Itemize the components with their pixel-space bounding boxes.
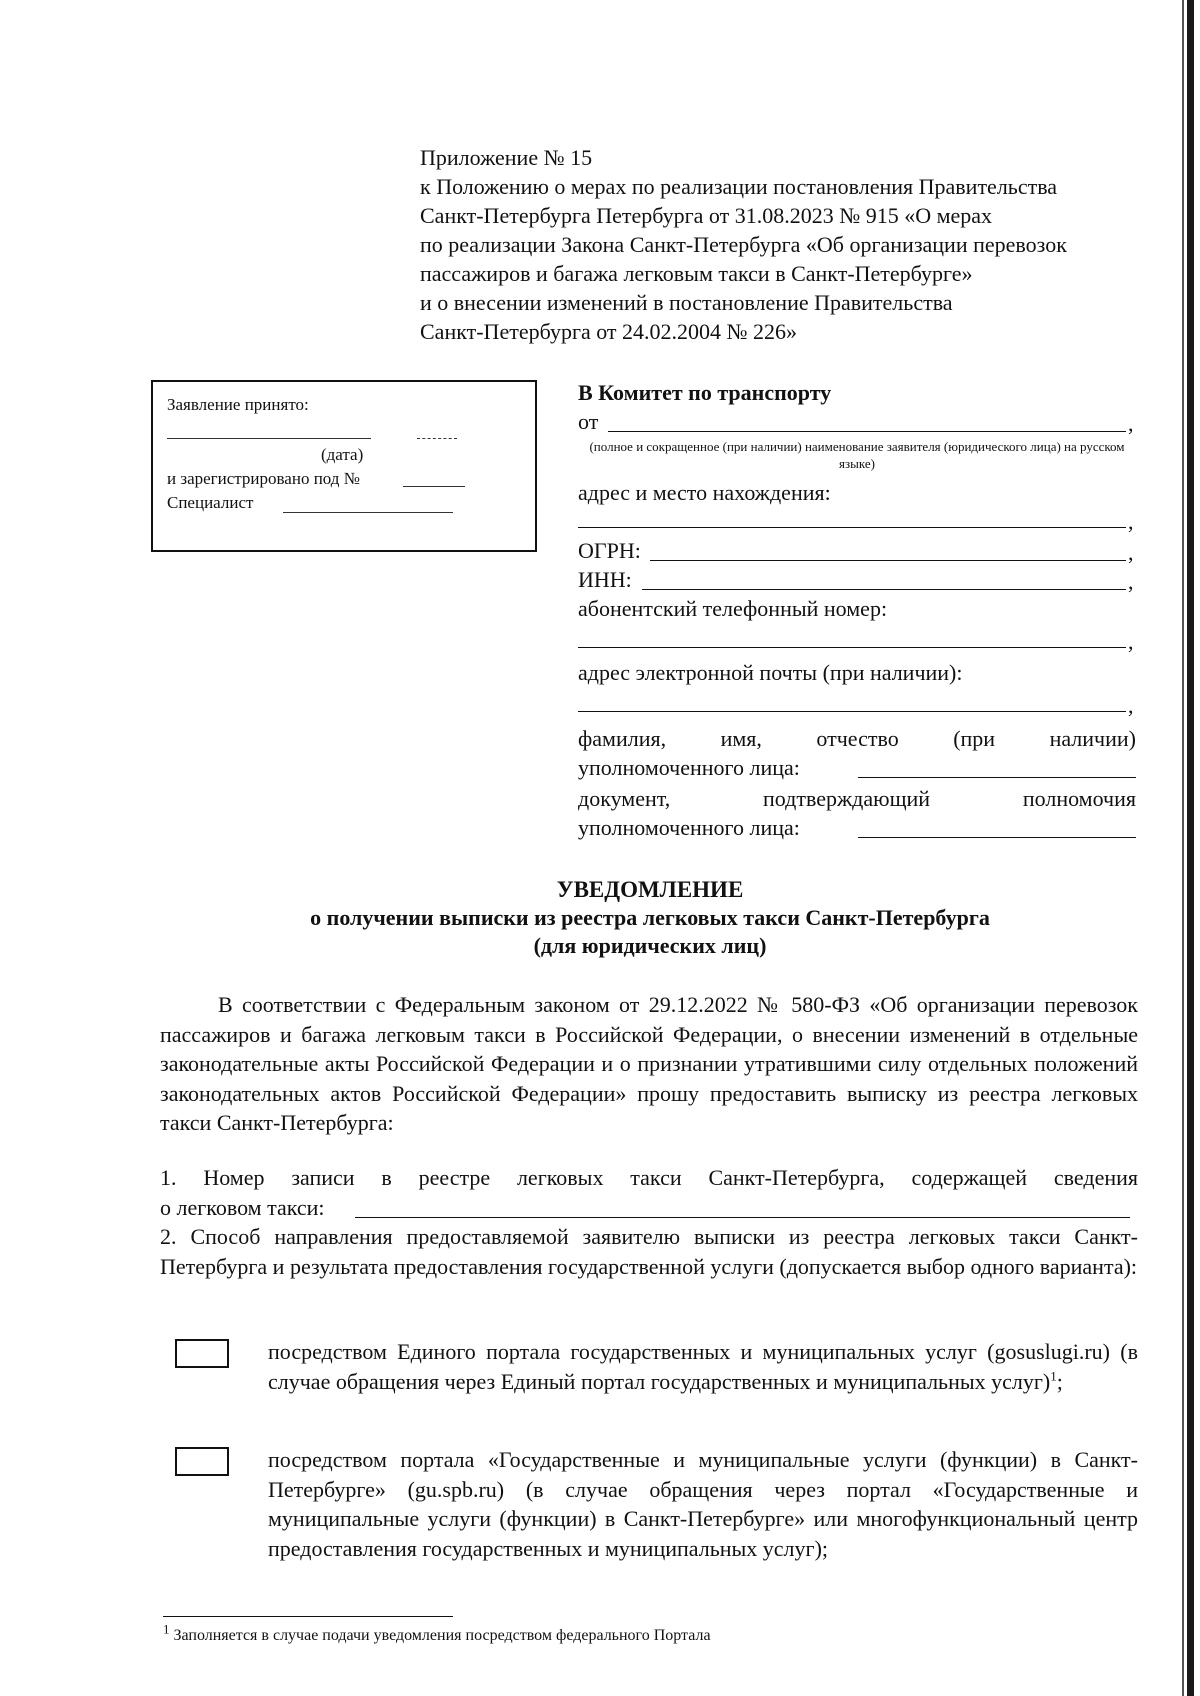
scan-edge-thin (1182, 0, 1184, 1696)
item-1-line-1: 1. Номер записи в реестре легковых такси Санкт-Петербурга, содержащей сведения (160, 1165, 1138, 1190)
date-line[interactable] (167, 438, 371, 439)
header-line: Санкт-Петербурга от 24.02.2004 № 226» (420, 319, 798, 344)
accepted-label: Заявление принято: (167, 395, 309, 414)
option-gosuslugi-text: посредством Единого портала государственных и муниципальных услуг (gosuslugi.ru) (в случае обращения через Единый портал государственных и муниципальных услуг) (268, 1339, 1138, 1394)
ogrn-field[interactable] (650, 560, 1126, 561)
intro-text: В соответствии с Федеральным законом от 29.12.2022 № 580-ФЗ «Об организации перевозок пассажиров и багажа легковым такси в Российской Федерации, о внесении изменений в отдельные законодательные акты Российской Федерации и о признании утратившими силу отдельных положений законодательных актов Российской Федерации» прошу предоставить выписку из реестра легковых такси Санкт-Петербурга: (160, 992, 1138, 1135)
authorized-person-field[interactable] (858, 777, 1136, 778)
from-hint: (полное и сокращенное (при наличии) наименование заявителя (юридического лица) на русском языке) (589, 439, 1125, 471)
footnote-ref: 1 (1050, 1368, 1057, 1384)
footnote (163, 1621, 711, 1646)
fio-word: имя, (720, 726, 762, 751)
email-field[interactable] (578, 711, 1126, 712)
fio-word: отчество (816, 726, 899, 751)
comma: , (1128, 411, 1134, 436)
address-field[interactable] (578, 527, 1126, 528)
scan-edge (1187, 0, 1194, 1696)
fio-word: (при (953, 726, 996, 751)
notice-title (160, 876, 1140, 960)
footnote-divider (163, 1616, 453, 1617)
fio-word: фамилия, (578, 726, 667, 751)
inn-field[interactable] (642, 589, 1126, 590)
comma: , (1128, 569, 1134, 594)
phone-field[interactable] (578, 647, 1126, 648)
title-sub: о получении выписки из реестра легковых такси Санкт-Петербурга (310, 905, 990, 930)
header-line: Санкт-Петербурга Петербурга от 31.08.2023 № 915 «О мерах (420, 203, 993, 228)
inn-row (578, 565, 1136, 594)
authorized-row-2 (578, 813, 1136, 842)
from-label: от (578, 409, 599, 434)
phone-row (578, 627, 1136, 656)
item-1-line-2: о легковом такси: (160, 1195, 325, 1220)
email-row (578, 691, 1136, 720)
record-number-field[interactable] (355, 1217, 1130, 1218)
date-line-end (417, 438, 457, 439)
authorized-label-2: уполномоченного лица: (578, 815, 800, 840)
from-row (578, 407, 1136, 436)
registration-box (151, 380, 537, 552)
header-line: по реализации Закона Санкт-Петербурга «Об организации перевозок (420, 232, 1067, 257)
option-gu-spb (268, 1445, 1138, 1563)
registered-label: и зарегистрировано под № (167, 469, 360, 488)
specialist-label: Специалист (167, 493, 254, 512)
date-label: (дата) (321, 445, 364, 464)
intro-paragraph (160, 990, 1138, 1138)
comma: , (1128, 693, 1134, 718)
comma: , (1128, 629, 1134, 654)
header-line: пассажиров и багажа легковым такси в Санкт-Петербурге» (420, 261, 973, 286)
option-gu-spb-text: посредством портала «Государственные и муниципальные услуги (функции) в Санкт-Петербурге» (gu.spb.ru) (в случае обращения через портал «Государственные и муниципальные услуги (функции) в Санкт-Петербурге» или многофункциональный центр предоставления государственных и муниципальных услуг); (268, 1447, 1138, 1561)
option-gosuslugi-checkbox[interactable] (175, 1339, 229, 1368)
applicant-block (578, 378, 1136, 842)
authorized-row (578, 753, 1136, 782)
document-row (578, 784, 1136, 813)
doc-word: подтверждающий (763, 786, 931, 811)
ogrn-label: ОГРН: (578, 538, 641, 563)
doc-word: полномочия (1022, 786, 1136, 811)
fio-word: наличии) (1049, 726, 1136, 751)
option-gu-spb-checkbox[interactable] (175, 1447, 229, 1476)
footnote-text: Заполняется в случае подачи уведомления посредством федерального Портала (173, 1627, 711, 1644)
header-line: к Положению о мерах по реализации постановления Правительства (420, 174, 1058, 199)
registration-number-field[interactable] (403, 486, 465, 487)
comma: , (1128, 509, 1134, 534)
specialist-field[interactable] (283, 512, 453, 513)
header-line: Приложение № 15 (420, 145, 593, 170)
option-gosuslugi (268, 1337, 1138, 1396)
footnote-mark: 1 (163, 1621, 170, 1637)
comma: , (1128, 540, 1134, 565)
appendix-header (420, 143, 1140, 346)
title-sub: (для юридических лиц) (533, 933, 767, 958)
phone-label: абонентский телефонный номер: (578, 596, 888, 621)
item-2-text: 2. Способ направления предоставляемой заявителю выписки из реестра легковых такси Санкт-Петербурга и результата предоставления государственной услуги (допускается выбор одного варианта): (160, 1224, 1138, 1279)
authorized-label: уполномоченного лица: (578, 755, 800, 780)
address-label: адрес и место нахождения: (578, 480, 831, 505)
title-main: УВЕДОМЛЕНИЕ (556, 877, 744, 902)
inn-label: ИНН: (578, 567, 632, 592)
recipient: В Комитет по транспорту (578, 380, 832, 405)
authority-document-field[interactable] (858, 837, 1136, 838)
ogrn-row (578, 536, 1136, 565)
option-tail: ; (1056, 1368, 1063, 1394)
doc-word: документ, (578, 786, 671, 811)
address-row (578, 507, 1136, 536)
header-line: и о внесении изменений в постановление Правительства (420, 290, 953, 315)
email-label: адрес электронной почты (при наличии): (578, 660, 963, 685)
applicant-name-field[interactable] (608, 431, 1126, 432)
item-2 (160, 1222, 1138, 1281)
fio-row (578, 724, 1136, 753)
